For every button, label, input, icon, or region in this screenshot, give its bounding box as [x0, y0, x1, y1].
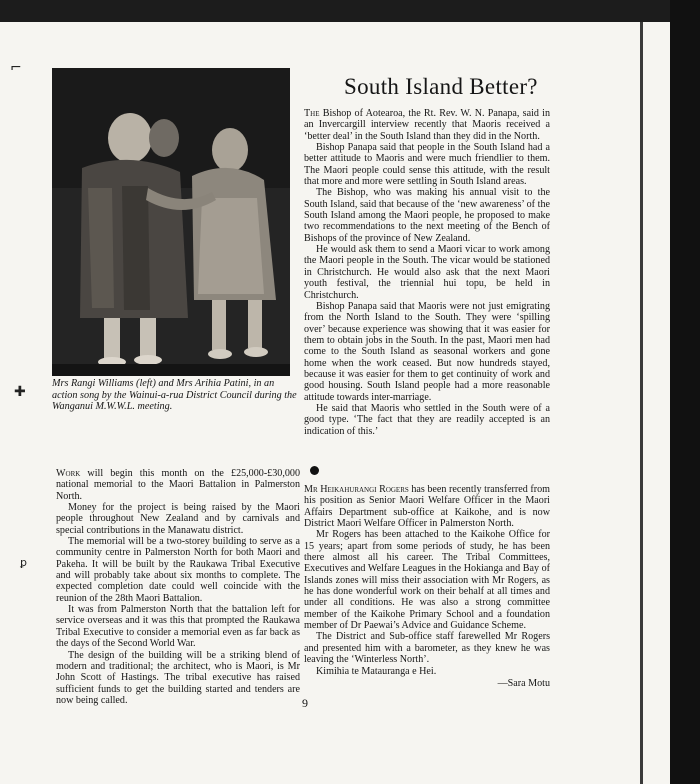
bishop-article-column: [304, 108, 550, 437]
paragraph-text: Bishop of Aotearoa, the Rt. Rev. W. N. Panapa, said in an Invercargill interview recently that Maoris received a ‘better deal’ in the South Island than they did in the North.: [304, 108, 550, 142]
binding-hole-mark-middle: ✚: [14, 384, 26, 400]
paragraph-text: will begin this month on the £25,000-£30,000 national memorial to the Maori Battalion in Palmerston North.: [56, 468, 300, 502]
lead-in-caps: Work: [56, 468, 81, 479]
paragraph: It was from Palmerston North that the battalion left for service overseas and it was this that prompted the Raukawa Tribal Executive to consider a memorial even as far back as the days of the Second World War.: [56, 604, 300, 650]
page-number: 9: [302, 696, 308, 710]
paragraph: [304, 108, 550, 142]
section-bullet-icon: [310, 466, 319, 475]
binding-hole-mark-lower: ꝑ: [20, 556, 27, 569]
memorial-article-column: [56, 468, 300, 706]
paragraph: Bishop Panapa said that Maoris were not just emigrating from the North Island to the South. They were ‘spilling over’ because experience was showing that it was easier for them to obtain jobs in the South. In the past, Maori men had come to the South Island as seasonal workers and gone home when the work ceased. But now hundreds stayed, because it was easier for them to get continuity of work and good housing. South Island people had a more reasonable attitude towards inter-marriage.: [304, 300, 550, 403]
paragraph: The memorial will be a two-storey building to serve as a community centre in Palmerston North for both Maori and Pakeha. It will be built by the Raukawa Tribal Executive and will probably take about six months to complete. The expected completion date could well coincide with the reunion of the 28th Maori Battalion.: [56, 536, 300, 604]
article-title: South Island Better?: [344, 74, 538, 99]
article-photo: [52, 68, 290, 376]
paragraph: Kimihia te Matauranga e Hei.: [316, 665, 437, 677]
paragraph: Mr Rogers has been attached to the Kaikohe Office for 15 years; apart from some periods of study, he has been there almost all his career. The Tribal Committees, Executives and Welfare Leagues in the Hokianga and Bay of Islands zones will miss their association with Mr Rogers, as he has done wonderful work on their behalf at all times and under all conditions. He was also a strong committee member of the Kaikohe Primary School and a foundation member of Dr Paewai’s Advice and Guidance Scheme.: [304, 529, 550, 632]
paragraph: He said that Maoris who settled in the South were of a good type. ‘The fact that they are readily accepted is an indication of this.’: [304, 402, 550, 437]
lead-in-caps: Mr Heikahurangi Rogers: [304, 484, 409, 495]
page-edge-line: [640, 22, 643, 784]
paragraph: The Bishop, who was making his annual visit to the South Island, said that because of the ‘new awareness’ of the South Island among the Maori people, he proposed to make two recommendations to the next meeting of the Bench of Bishops of the province of New Zealand.: [304, 187, 550, 244]
photo-two-women-action-song: [52, 68, 290, 376]
rogers-article-column: [304, 484, 550, 689]
paragraph: [56, 468, 300, 502]
photo-caption: Mrs Rangi Williams (left) and Mrs Arihia Patini, in an action song by the Wainui-a-rua District Council during the Wanganui M.W.W.L. meeting.: [52, 378, 297, 413]
paragraph-text: has been recently transferred from his position as Senior Maori Welfare Officer in the Maori Affairs Department sub-office at Kaikohe, and is now District Maori Welfare Officer in Palmerston North.: [304, 484, 550, 530]
paragraph: Money for the project is being raised by the Maori people throughout New Zealand and by carnivals and special contributions in the Manawatu district.: [56, 502, 300, 536]
scan-top-border: [0, 0, 670, 22]
scan-right-border: [670, 0, 700, 784]
lead-in-caps: The: [304, 108, 320, 119]
paragraph: [304, 484, 550, 529]
paragraph: The District and Sub-office staff farewelled Mr Rogers and presented him with a barometer, as they knew he was leaving the ‘Winterless North’.: [304, 631, 550, 666]
paragraph: Bishop Panapa said that people in the South Island had a better attitude to Maoris and were much friendlier to them. The Maori people could sense this attitude, with the result that more and more were settling in South Island areas.: [304, 142, 550, 188]
paragraph: He would ask them to send a Maori vicar to work among the Maori people in the South. The vicar would be stationed in Christchurch. He would also ask that the next Maori youth festival, the triennial hui topu, be held in Christchurch.: [304, 244, 550, 301]
author-signature: —Sara Motu: [497, 677, 550, 689]
paragraph: The design of the building will be a striking blend of modern and traditional; the architect, who is Maori, is Mr John Scott of Hastings. The tribal executive has raised sufficient funds to get the building started and tenders are now being called.: [56, 649, 300, 706]
binding-hole-mark-top: ⌐: [10, 60, 22, 76]
